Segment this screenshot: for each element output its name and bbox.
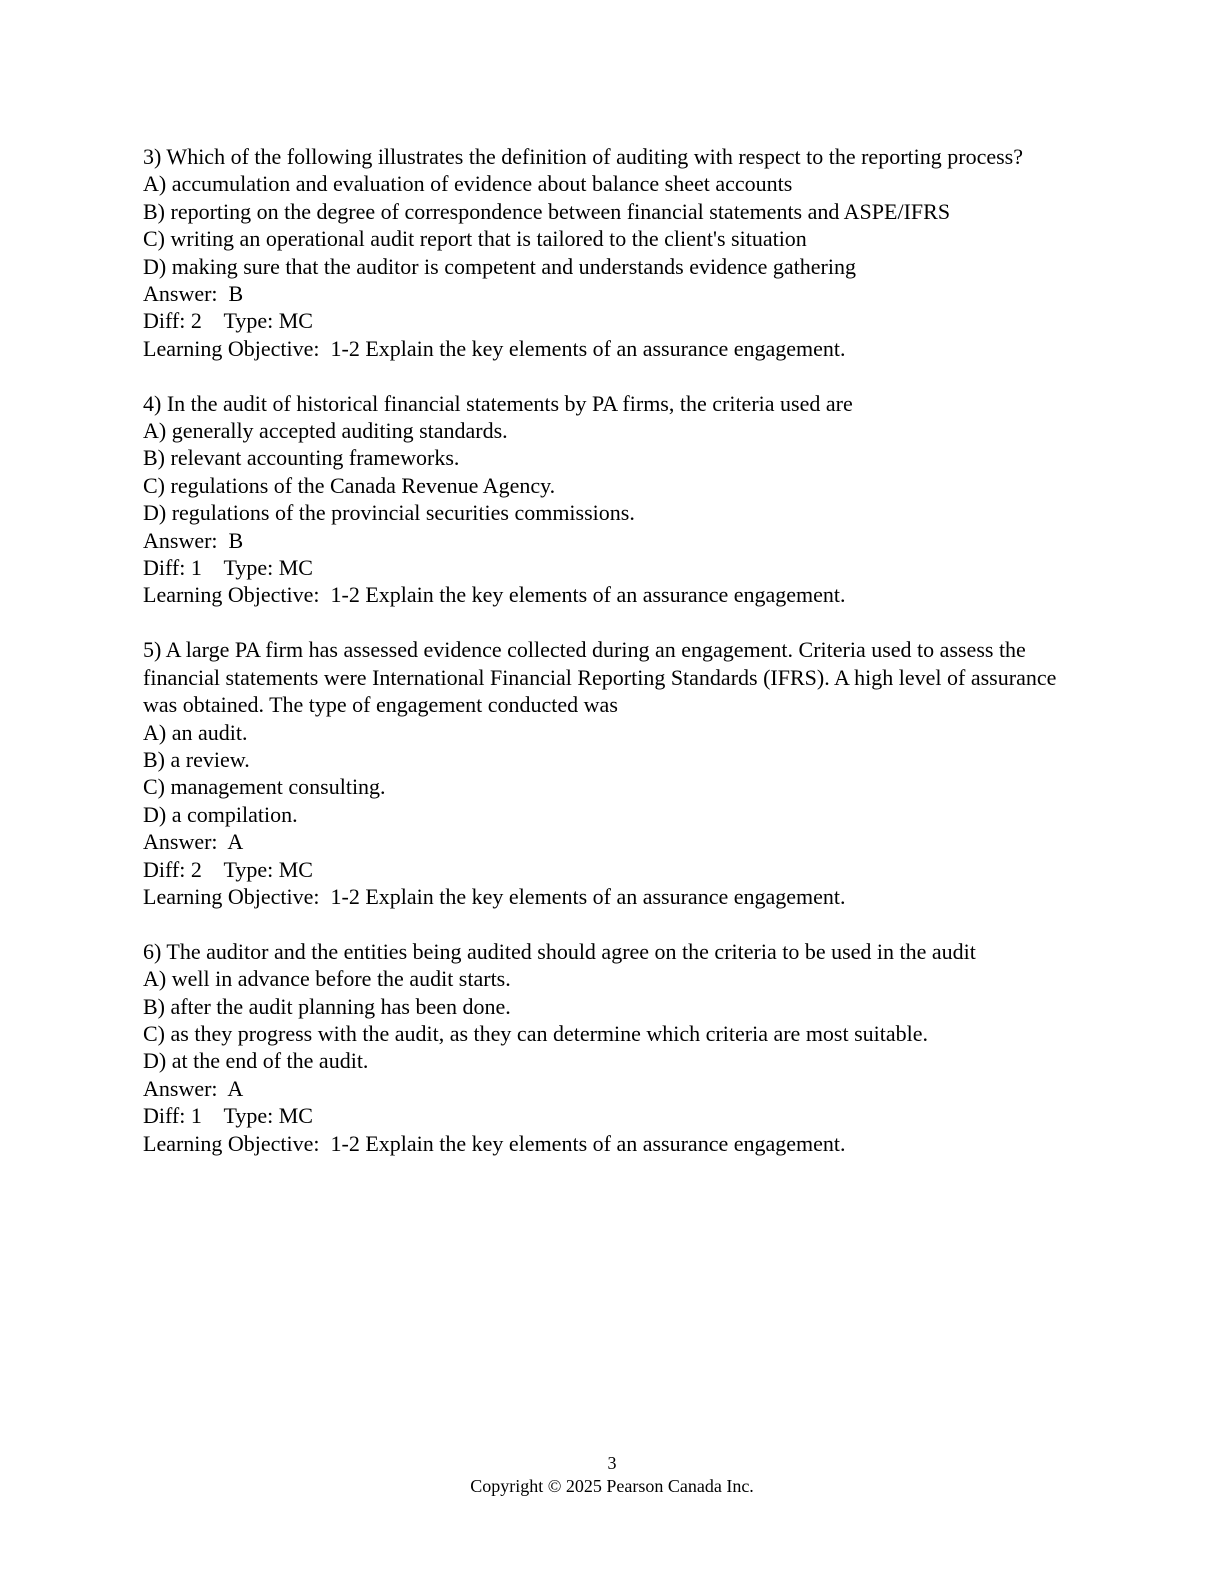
page-number: 3: [607, 1453, 617, 1473]
answer: Answer: A: [143, 829, 244, 855]
difficulty-type: Diff: 1 Type: MC: [143, 1103, 313, 1129]
learning-objective: Learning Objective: 1-2 Explain the key elements of an assurance engagement.: [143, 582, 846, 608]
option-b: B) a review.: [143, 746, 250, 772]
option-b: B) reporting on the degree of correspondence between financial statements and ASPE/IFRS: [143, 198, 951, 224]
option-d: D) at the end of the audit.: [143, 1048, 369, 1074]
learning-objective: Learning Objective: 1-2 Explain the key elements of an assurance engagement.: [143, 335, 846, 361]
option-a: A) accumulation and evaluation of evidence about balance sheet accounts: [143, 171, 793, 197]
option-c: C) management consulting.: [143, 774, 386, 800]
option-b: B) relevant accounting frameworks.: [143, 445, 460, 471]
question-6: [143, 938, 1083, 1157]
answer: Answer: A: [143, 1075, 244, 1101]
document-page: [143, 143, 1083, 1184]
question-stem: 3) Which of the following illustrates the definition of auditing with respect to the reporting process?: [143, 144, 1023, 169]
question-4: [143, 390, 1083, 609]
option-c: C) writing an operational audit report that is tailored to the client's situation: [143, 226, 807, 252]
option-a: A) an audit.: [143, 719, 248, 745]
question-stem: 5) A large PA firm has assessed evidence collected during an engagement. Criteria used to assess the financial statements were International Financial Reporting Standards (IFRS). A high level of assurance was obtained. The type of engagement conducted was: [143, 637, 1062, 718]
question-3: [143, 143, 1083, 362]
option-a: A) generally accepted auditing standards.: [143, 418, 508, 444]
question-stem: 4) In the audit of historical financial statements by PA firms, the criteria used are: [143, 390, 853, 416]
difficulty-type: Diff: 1 Type: MC: [143, 555, 313, 581]
difficulty-type: Diff: 2 Type: MC: [143, 856, 313, 882]
option-c: C) as they progress with the audit, as they can determine which criteria are most suitable.: [143, 1020, 929, 1046]
option-d: D) regulations of the provincial securities commissions.: [143, 500, 635, 526]
answer: Answer: B: [143, 527, 244, 553]
option-b: B) after the audit planning has been done.: [143, 993, 511, 1019]
question-5: [143, 636, 1083, 910]
option-c: C) regulations of the Canada Revenue Agency.: [143, 472, 556, 498]
question-stem: 6) The auditor and the entities being audited should agree on the criteria to be used in the audit: [143, 938, 976, 964]
page-footer: [0, 1452, 1224, 1498]
difficulty-type: Diff: 2 Type: MC: [143, 308, 313, 334]
learning-objective: Learning Objective: 1-2 Explain the key elements of an assurance engagement.: [143, 1130, 846, 1156]
copyright-notice: Copyright © 2025 Pearson Canada Inc.: [470, 1476, 754, 1496]
option-d: D) a compilation.: [143, 801, 298, 827]
learning-objective: Learning Objective: 1-2 Explain the key elements of an assurance engagement.: [143, 883, 846, 909]
option-d: D) making sure that the auditor is competent and understands evidence gathering: [143, 253, 856, 279]
answer: Answer: B: [143, 281, 244, 307]
option-a: A) well in advance before the audit starts.: [143, 966, 511, 992]
